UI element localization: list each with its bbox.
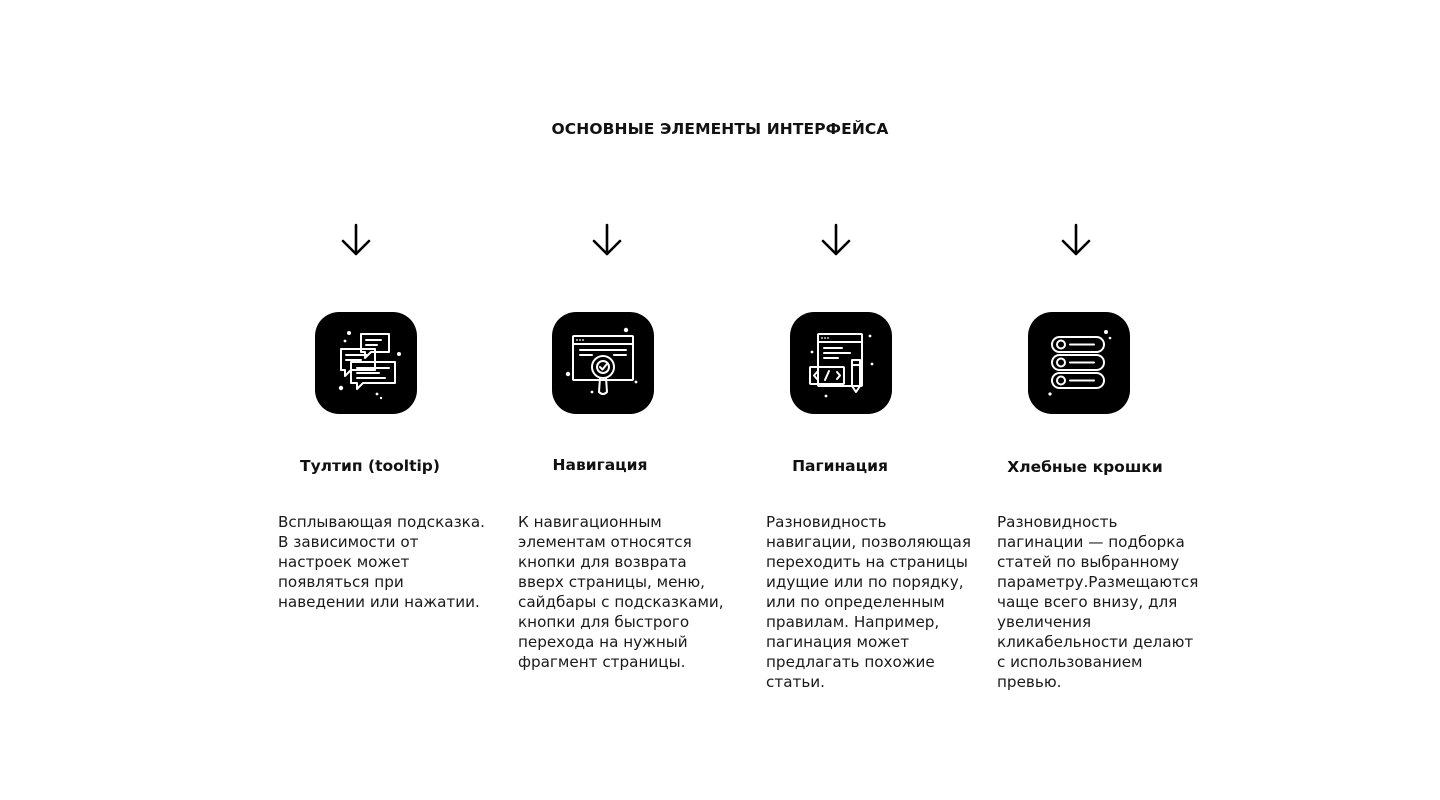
card-text-tooltip: Всплывающая подсказка. В зависимости от настроек может появляться при наведении или нажатии. bbox=[278, 513, 485, 611]
card-title-tooltip: Тултип (tooltip) bbox=[300, 457, 440, 475]
card-text-navigation: К навигационным элементам относятся кнопки для возврата вверх страницы, меню, сайдбары с подсказками, кнопки для быстрого перехода на нужный фрагмент страницы. bbox=[518, 513, 724, 671]
navigation-browser-icon bbox=[552, 312, 654, 414]
card-title-pagination: Пагинация bbox=[792, 457, 888, 475]
pagination-code-icon bbox=[790, 312, 892, 414]
arrow-down-icon bbox=[1058, 222, 1094, 258]
card-title-breadcrumbs: Хлебные крошки bbox=[1007, 458, 1163, 476]
card-title-navigation: Навигация bbox=[552, 456, 648, 474]
arrow-down-icon bbox=[338, 222, 374, 258]
page-title: ОСНОВНЫЕ ЭЛЕМЕНТЫ ИНТЕРФЕЙСА bbox=[551, 120, 889, 138]
card-text-pagination: Разновидность навигации, позволяющая переходить на страницы идущие или по порядку, или по определенным правилам. Например, пагинация может предлагать похожие статьи. bbox=[766, 513, 971, 691]
arrow-down-icon bbox=[589, 222, 625, 258]
card-text-breadcrumbs: Разновидность пагинации — подборка статей по выбранному параметру.Размещаются чаще всего внизу, для увеличения кликабельности делают с использованием превью. bbox=[997, 513, 1199, 691]
tooltip-chat-icon bbox=[315, 312, 417, 414]
arrow-down-icon bbox=[818, 222, 854, 258]
breadcrumbs-stack-icon bbox=[1028, 312, 1130, 414]
